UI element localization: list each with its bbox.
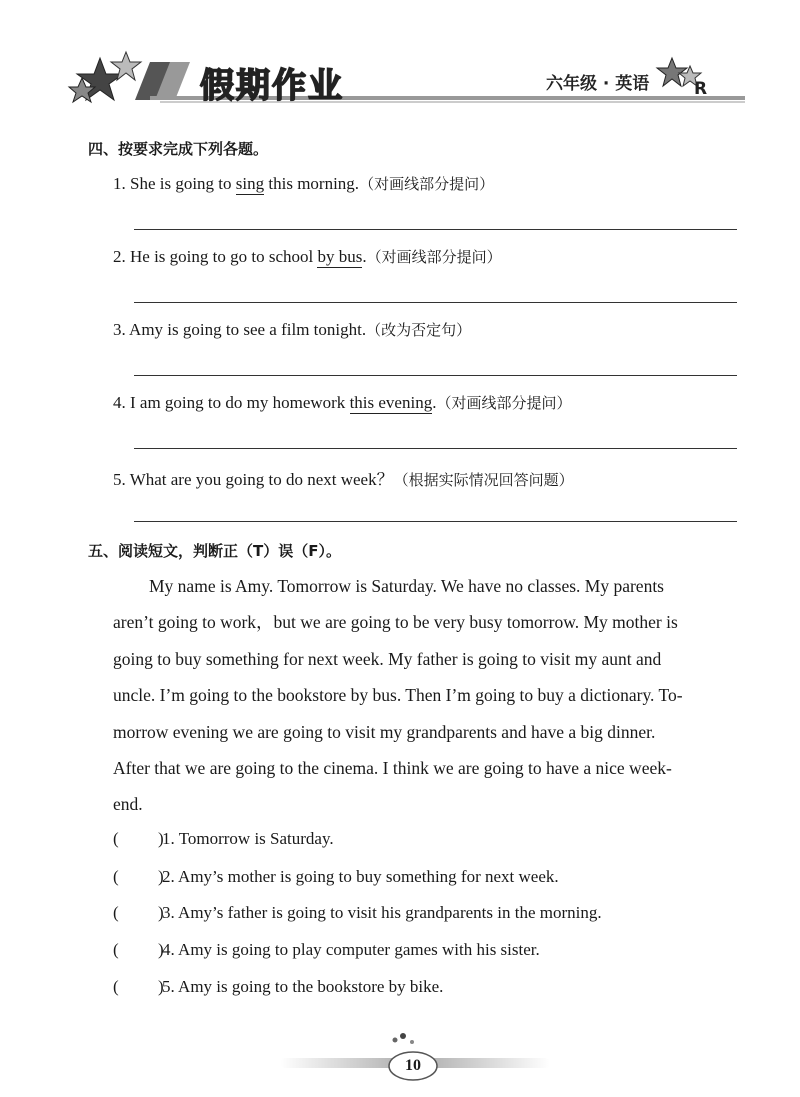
reading-passage	[113, 568, 737, 823]
question-1	[113, 173, 494, 194]
answer-paren-close: )	[158, 977, 164, 996]
question-text: 5. What are you going to do next week？	[113, 470, 394, 489]
answer-paren-open[interactable]: (	[113, 867, 119, 886]
question-text-end: this morning.	[264, 174, 360, 193]
answer-paren-close: )	[158, 903, 164, 922]
underlined-part: this evening	[349, 393, 433, 412]
header-decoration	[0, 0, 800, 120]
passage-line: end.	[113, 794, 143, 815]
answer-line-4[interactable]	[134, 448, 737, 449]
question-text-end: .	[432, 393, 437, 412]
instruction-tag: （对画线部分提问）	[366, 248, 502, 266]
tf-statement-4	[113, 940, 540, 960]
instruction-tag: （根据实际情况回答问题）	[393, 471, 574, 489]
tf-statement-3	[113, 903, 602, 923]
answer-line-5[interactable]	[134, 521, 737, 522]
question-text: 2. He is going to go to school	[113, 247, 318, 266]
tf-statement-5	[113, 977, 443, 997]
question-3	[113, 319, 471, 340]
question-text: 1. She is going to	[113, 174, 236, 193]
edition-label: R	[694, 79, 708, 99]
answer-line-2[interactable]	[134, 302, 737, 303]
underlined-part: by bus	[317, 247, 363, 266]
statement-text: 4. Amy is going to play computer games with his sister.	[162, 940, 540, 959]
answer-paren-open[interactable]: (	[113, 977, 119, 996]
grade-subject-label: 六年级 · 英语	[546, 74, 650, 94]
section5-title: 五、阅读短文，判断正（T）误（F）。	[88, 542, 341, 560]
page-title: 假期作业	[200, 66, 344, 106]
stars-icon	[69, 52, 141, 102]
instruction-tag: （对画线部分提问）	[359, 175, 495, 193]
answer-paren-open[interactable]: (	[113, 829, 119, 848]
question-text: 4. I am going to do my homework	[113, 393, 350, 412]
tf-statement-1	[113, 829, 334, 849]
page-header	[0, 0, 800, 120]
section4-title: 四、按要求完成下列各题。	[88, 140, 269, 158]
passage-line: morrow evening we are going to visit my grandparents and have a big dinner.	[113, 721, 656, 742]
instruction-tag: （对画线部分提问）	[436, 394, 572, 412]
statement-text: 1. Tomorrow is Saturday.	[162, 829, 334, 848]
statement-text: 5. Amy is going to the bookstore by bike.	[162, 977, 444, 996]
answer-paren-open[interactable]: (	[113, 940, 119, 959]
passage-line: uncle. I’m going to the bookstore by bus. Then I’m going to buy a dictionary. To-	[113, 685, 683, 706]
question-text: 3. Amy is going to see a film tonight.	[113, 320, 367, 339]
page-number: 10	[405, 1057, 421, 1074]
question-2	[113, 246, 502, 267]
passage-line: going to buy something for next week. My father is going to visit my aunt and	[113, 648, 662, 669]
answer-paren-close: )	[158, 829, 164, 848]
question-text-end: .	[362, 247, 367, 266]
question-4	[113, 392, 571, 413]
question-5	[113, 465, 574, 490]
answer-paren-close: )	[158, 940, 164, 959]
underlined-part: sing	[235, 174, 265, 193]
passage-line: My name is Amy. Tomorrow is Saturday. We have no classes. My parents	[149, 576, 664, 596]
answer-paren-open[interactable]: (	[113, 903, 119, 922]
tf-statement-2	[113, 867, 559, 887]
passage-line: After that we are going to the cinema. I think we are going to have a nice week-	[113, 758, 672, 779]
instruction-tag: （改为否定句）	[366, 321, 472, 339]
statement-text: 2. Amy’s mother is going to buy something for next week.	[162, 867, 559, 886]
answer-line-3[interactable]	[134, 375, 737, 376]
statement-text: 3. Amy’s father is going to visit his grandparents in the morning.	[162, 903, 602, 922]
answer-line-1[interactable]	[134, 229, 737, 230]
answer-paren-close: )	[158, 867, 164, 886]
passage-line: aren’t going to work，but we are going to be very busy tomorrow. My mother is	[113, 612, 678, 633]
